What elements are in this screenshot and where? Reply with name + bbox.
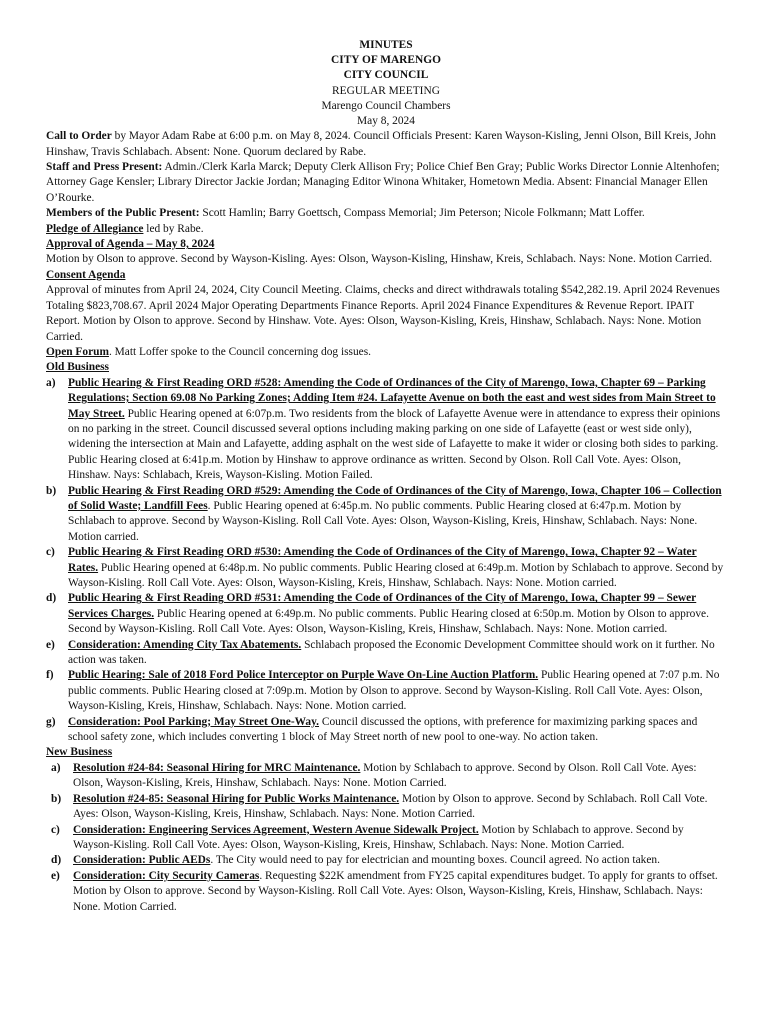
meeting-type: REGULAR MEETING <box>332 84 440 97</box>
old-business-list <box>46 376 726 746</box>
item-letter: g) <box>46 715 56 728</box>
item-letter: f) <box>46 669 54 682</box>
pledge-paragraph <box>46 222 726 237</box>
open-forum-text: . Matt Loffer spoke to the Council concerning dog issues. <box>108 345 372 358</box>
item-title: Consideration: Public AEDs <box>73 854 211 867</box>
item-title: Consideration: City Security Cameras <box>73 869 260 882</box>
item-title: Public Hearing & First Reading ORD #529: Amending the Code of Ordinances of the City of Marengo, Iowa, Chapter 106 – Collection of Solid Waste; Landfill Fees <box>68 484 722 512</box>
new-business-list <box>46 761 726 915</box>
meeting-date: May 8, 2024 <box>357 115 415 128</box>
item-title: Public Hearing & First Reading ORD #531: Amending the Code of Ordinances of the City of Marengo, Iowa, Chapter 99 – Sewer Services Charges. <box>68 592 697 620</box>
item-letter: a) <box>46 376 56 389</box>
item-title: Public Hearing & First Reading ORD #528: Amending the Code of Ordinances of the City of Marengo, Iowa, Chapter 69 – Parking Regulations; Section 69.08 No Parking Zones; Adding Item #24. Lafayette Avenue on both the east and west sides from Main Street to May Street. <box>68 376 716 420</box>
list-item <box>46 853 726 868</box>
open-forum-label: Open Forum <box>46 345 109 358</box>
item-letter: a) <box>51 761 61 774</box>
item-text: Schlabach proposed the Economic Development Committee should work on it further. No action was taken. <box>68 638 715 667</box>
public-members-text: Scott Hamlin; Barry Goettsch, Compass Memorial; Jim Peterson; Nicole Folkmann; Matt Loffer. <box>199 207 645 220</box>
item-text: Public Hearing opened at 7:07 p.m. No public comments. Public Hearing closed at 7:09p.m. Motion by Olson to approve. Second by Wayson-Kisling. Roll Call Vote. Ayes: Olson, Wayson-Kisling, Kreis, Hinshaw, Schlabach. Nays: None. Motion carried. <box>68 669 720 713</box>
old-business-heading: Old Business <box>46 361 109 374</box>
meeting-location: Marengo Council Chambers <box>321 99 451 112</box>
open-forum-paragraph <box>46 345 726 360</box>
public-members-label: Members of the Public Present: <box>46 207 200 220</box>
list-item <box>46 638 726 669</box>
item-text: Motion by Olson to approve. Second by Schlabach. Roll Call Vote. Ayes: Olson, Wayson-Kisling, Kreis, Hinshaw, Schlabach. Nays: None. Motion Carried. <box>73 792 708 821</box>
list-item <box>46 715 726 746</box>
list-item <box>46 668 726 714</box>
item-letter: c) <box>51 823 60 836</box>
call-to-order-label: Call to Order <box>46 130 112 143</box>
item-letter: e) <box>46 638 55 651</box>
new-business-heading: New Business <box>46 746 113 759</box>
call-to-order-text: by Mayor Adam Rabe at 6:00 p.m. on May 8, 2024. Council Officials Present: Karen Wayson-Kisling, Jenni Olson, Bill Kreis, John Hinshaw, Travis Schlabach. Absent: None. Quorum declared by Rabe. <box>46 130 716 158</box>
staff-press-text: Admin./Clerk Karla Marck; Deputy Clerk Allison Fry; Police Chief Ben Gray; Public Works Director Lonnie Altenhofen; Attorney Gage Kensler; Library Director Jackie Jordan; Managing Editor Winona Whitaker, Hometown Media. Absent: Financial Manager Ellen O’Rourke. <box>46 161 720 204</box>
call-to-order-paragraph <box>46 129 726 160</box>
item-text: . Requesting $22K amendment from FY25 capital expenditures budget. To apply for grants to offset. Motion by Olson to approve. Second by Wayson-Kisling. Roll Call Vote. Ayes: Olson, Wayson-Kisling, Kreis, Hinshaw, Schlabach. Nays: None. Motion Carried. <box>73 869 718 913</box>
item-title: Resolution #24-84: Seasonal Hiring for MRC Maintenance. <box>73 761 361 774</box>
item-title: Public Hearing & First Reading ORD #530: Amending the Code of Ordinances of the City of Marengo, Iowa, Chapter 92 – Water Rates. <box>68 546 697 574</box>
pledge-text: led by Rabe. <box>143 222 204 235</box>
list-item <box>46 823 726 854</box>
list-item <box>46 869 726 915</box>
staff-press-paragraph <box>46 160 726 206</box>
item-letter: e) <box>51 869 60 882</box>
item-text: Public Hearing opened at 6:49p.m. No public comments. Public Hearing closed at 6:50p.m. Motion by Olson to approve. Second by Wayson-Kisling. Roll Call Vote. Ayes: Olson, Wayson-Kisling, Kreis, Hinshaw, Schlabach. Nays: None. Motion carried. <box>68 607 709 636</box>
list-item <box>46 545 726 591</box>
pledge-label: Pledge of Allegiance <box>46 222 144 235</box>
consent-heading: Consent Agenda <box>46 268 126 281</box>
item-letter: d) <box>51 854 62 867</box>
item-letter: c) <box>46 546 55 559</box>
item-text: Motion by Schlabach to approve. Second by Wayson-Kisling. Roll Call Vote. Ayes: Olson, Wayson-Kisling, Kreis, Hinshaw, Schlabach. Nays: None. Motion Carried. <box>73 823 684 851</box>
list-item <box>46 484 726 546</box>
staff-press-label: Staff and Press Present: <box>46 161 163 174</box>
item-title: Consideration: Pool Parking; May Street One-Way. <box>68 715 319 728</box>
list-item <box>46 761 726 792</box>
item-text: Public Hearing opened at 6:48p.m. No public comments. Public Hearing closed at 6:49p.m. Motion by Schlabach to approve. Second by Wayson-Kisling. Roll Call Vote. Ayes: Olson, Wayson-Kisling, Kreis, Hinshaw, Schlabach. Nays: None. Motion carried. <box>68 561 724 589</box>
city-name: CITY OF MARENGO <box>331 54 441 67</box>
body-name: CITY COUNCIL <box>343 69 429 82</box>
list-item <box>46 376 726 484</box>
consent-text: Approval of minutes from April 24, 2024, City Council Meeting. Claims, checks and direct withdrawals totaling $542,282.19. April 2024 Revenues Totaling $823,708.67. April 2024 Major Operating Departments Finance Reports. April 2024 Finance Expenditures & Revenue Report. IPAIT Report. Motion by Olson to approve. Second by Hinshaw. Vote. Ayes: Olson, Wayson-Kisling, Kreis, Hinshaw, Schlabach. Nays: None. Motion Carried. <box>46 284 720 343</box>
item-text: Public Hearing opened at 6:07p.m. Two residents from the block of Lafayette Avenue were in attendance to express their opinions on no parking in the street. Council discussed several options including making parking on one side of Lafayette (east or west side only), widening the intersection at Main and Lafayette, adding asphalt on the west side of Lafayette to make it wider or closing both sides to parking. Public Hearing closed at 6:41p.m. Motion by Hinshaw to approve ordinance as written. Second by Olson. Roll Call Vote. Ayes: Olson, Hinshaw. Nays: Schlabach, Kreis, Wayson-Kisling. Motion Failed. <box>68 407 721 482</box>
item-text: . Public Hearing opened at 6:45p.m. No public comments. Public Hearing closed at 6:47p.m. Motion by Schlabach to approve. Second by Wayson-Kisling. Roll Call Vote. Ayes: Olson, Wayson-Kisling, Kreis, Hinshaw, Schlabach. Nays: None. Motion carried. <box>68 499 698 543</box>
item-text: Council discussed the options, with preference for maximizing parking spaces and school safety zone, which includes converting 1 block of May Street north of new pool to one-way. No action taken. <box>68 715 698 744</box>
item-text: . The City would need to pay for electrician and mounting boxes. Council agreed. No action taken. <box>210 854 660 867</box>
item-title: Consideration: Engineering Services Agreement, Western Avenue Sidewalk Project. <box>73 823 479 836</box>
list-item <box>46 792 726 823</box>
minutes-header <box>46 38 726 129</box>
item-title: Resolution #24-85: Seasonal Hiring for Public Works Maintenance. <box>73 792 400 805</box>
item-title: Public Hearing: Sale of 2018 Ford Police Interceptor on Purple Wave On-Line Auction Platform. <box>68 669 539 682</box>
item-letter: d) <box>46 592 57 605</box>
item-title: Consideration: Amending City Tax Abatements. <box>68 638 302 651</box>
item-text: Motion by Schlabach to approve. Second by Olson. Roll Call Vote. Ayes: Olson, Wayson-Kisling, Kreis, Hinshaw, Schlabach. Nays: None. Motion Carried. <box>73 761 697 790</box>
public-members-paragraph <box>46 206 726 221</box>
doc-title: MINUTES <box>359 39 413 51</box>
item-letter: b) <box>51 792 62 805</box>
agenda-text: Motion by Olson to approve. Second by Wayson-Kisling. Ayes: Olson, Wayson-Kisling, Hinshaw, Kreis, Schlabach. Nays: None. Motion Carried. <box>46 253 713 266</box>
list-item <box>46 591 726 637</box>
item-letter: b) <box>46 484 57 497</box>
agenda-heading: Approval of Agenda – May 8, 2024 <box>46 238 215 251</box>
